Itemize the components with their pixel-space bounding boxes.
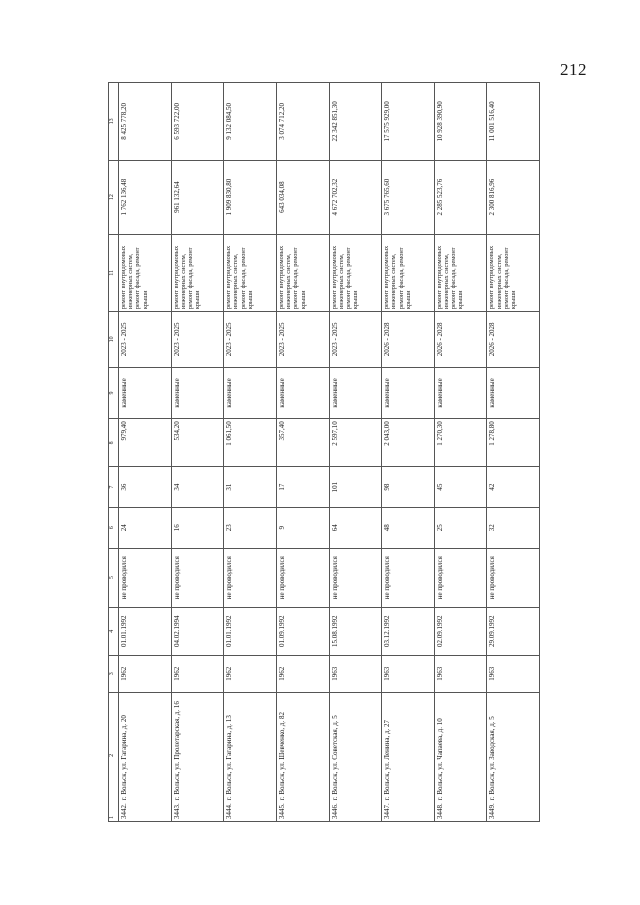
period-cell: 2023 - 2025 <box>224 312 277 367</box>
year-cell: 1962 <box>171 655 224 692</box>
works-cell: ремонт внутридомовых инженерных систем, ремонт фасада, ремонт крыши <box>382 234 435 312</box>
table-row <box>224 83 277 822</box>
repair-cell: не проводился <box>119 548 172 607</box>
table-row <box>434 83 487 822</box>
total-cell: 22 342 851,30 <box>329 83 382 161</box>
area-cell: 1 061,50 <box>224 419 277 467</box>
column-number: 12 <box>109 160 119 234</box>
repair-cell: не проводился <box>171 548 224 607</box>
cost-cell: 4 672 702,32 <box>329 160 382 234</box>
material-cell: каменные <box>224 367 277 419</box>
period-cell: 2023 - 2025 <box>329 312 382 367</box>
date-cell: 15.08.1992 <box>329 607 382 655</box>
column-number: 4 <box>109 607 119 655</box>
address-text: г. Вольск, ул. Гагарина, д. 13 <box>225 715 234 801</box>
works-cell: ремонт внутридомовых инженерных систем, ремонт фасада, ремонт крыши <box>171 234 224 312</box>
date-cell: 03.12.1992 <box>382 607 435 655</box>
address-cell <box>276 692 329 821</box>
table-row <box>119 83 172 822</box>
column-number: 6 <box>109 507 119 548</box>
address-cell <box>119 692 172 821</box>
period-cell: 2026 - 2028 <box>434 312 487 367</box>
address-text: г. Вольск, ул. Советская, д. 5 <box>330 715 339 801</box>
address-text: г. Вольск, ул. Ленина, д. 27 <box>383 719 392 801</box>
material-cell: каменные <box>119 367 172 419</box>
area-cell: 2 597,10 <box>329 419 382 467</box>
date-cell: 04.02.1994 <box>171 607 224 655</box>
year-cell: 1963 <box>329 655 382 692</box>
row-index: 3442. <box>120 803 128 819</box>
table-row <box>382 83 435 822</box>
column-number: 8 <box>109 419 119 467</box>
repair-cell: не проводился <box>276 548 329 607</box>
period-cell: 2023 - 2025 <box>276 312 329 367</box>
row-index: 3447. <box>383 803 392 819</box>
column-number: 3 <box>109 655 119 692</box>
table-row <box>276 83 329 822</box>
material-cell: каменные <box>382 367 435 419</box>
total-cell: 17 575 929,00 <box>382 83 435 161</box>
count-cell: 9 <box>276 507 329 548</box>
column-number: 11 <box>109 234 119 312</box>
address-cell <box>329 692 382 821</box>
count-cell: 42 <box>487 467 540 508</box>
total-cell: 3 074 712,20 <box>276 83 329 161</box>
date-cell: 01.01.1992 <box>224 607 277 655</box>
table-row <box>171 83 224 822</box>
period-cell: 2023 - 2025 <box>119 312 172 367</box>
total-cell: 10 928 390,90 <box>434 83 487 161</box>
total-cell: 8 425 778,20 <box>119 83 172 161</box>
address-text: г. Вольск, ул. Чапаева, д. 10 <box>435 718 444 801</box>
area-cell: 1 270,30 <box>434 419 487 467</box>
count-cell: 16 <box>171 507 224 548</box>
repair-cell: не проводился <box>224 548 277 607</box>
column-number: 7 <box>109 467 119 508</box>
column-number-2: 2 <box>109 753 115 757</box>
date-cell: 01.01.1992 <box>119 607 172 655</box>
count-cell: 48 <box>382 507 435 548</box>
works-cell: ремонт внутридомовых инженерных систем, ремонт фасада, ремонт крыши <box>119 234 172 312</box>
row-index: 3445. <box>277 803 286 819</box>
address-cell <box>171 692 224 821</box>
repair-cell: не проводился <box>487 548 540 607</box>
count-cell: 25 <box>434 507 487 548</box>
column-number <box>109 692 119 821</box>
column-number: 5 <box>109 548 119 607</box>
address-text: г. Вольск, ул. Пролетарская, д. 16 <box>172 701 181 801</box>
total-cell: 9 132 084,50 <box>224 83 277 161</box>
works-cell: ремонт внутридомовых инженерных систем, ремонт фасада, ремонт крыши <box>434 234 487 312</box>
cost-cell: 1 909 830,80 <box>224 160 277 234</box>
material-cell: каменные <box>276 367 329 419</box>
area-cell: 979,40 <box>119 419 172 467</box>
count-cell: 36 <box>119 467 172 508</box>
period-cell: 2026 - 2028 <box>487 312 540 367</box>
column-number: 9 <box>109 367 119 419</box>
repair-cell: не проводился <box>329 548 382 607</box>
address-text: г. Вольск, ул. Гагарина, д. 20 <box>120 715 128 801</box>
year-cell: 1963 <box>382 655 435 692</box>
count-cell: 45 <box>434 467 487 508</box>
cost-cell: 2 285 523,76 <box>434 160 487 234</box>
area-cell: 357,40 <box>276 419 329 467</box>
cost-cell: 2 300 816,96 <box>487 160 540 234</box>
column-number: 10 <box>109 312 119 367</box>
row-index: 3449. <box>488 803 497 819</box>
table-row <box>487 83 540 822</box>
area-cell: 2 043,00 <box>382 419 435 467</box>
year-cell: 1962 <box>119 655 172 692</box>
address-cell <box>224 692 277 821</box>
year-cell: 1963 <box>434 655 487 692</box>
area-cell: 534,20 <box>171 419 224 467</box>
date-cell: 02.09.1992 <box>434 607 487 655</box>
works-cell: ремонт внутридомовых инженерных систем, ремонт фасада, ремонт крыши <box>487 234 540 312</box>
year-cell: 1962 <box>276 655 329 692</box>
count-cell: 64 <box>329 507 382 548</box>
area-cell: 1 278,80 <box>487 419 540 467</box>
repair-cell: не проводился <box>382 548 435 607</box>
works-cell: ремонт внутридомовых инженерных систем, ремонт фасада, ремонт крыши <box>276 234 329 312</box>
count-cell: 34 <box>171 467 224 508</box>
repair-cell: не проводился <box>434 548 487 607</box>
cost-cell: 1 762 136,48 <box>119 160 172 234</box>
count-cell: 32 <box>487 507 540 548</box>
count-cell: 31 <box>224 467 277 508</box>
housing-repair-table <box>108 82 540 822</box>
column-number-row <box>109 83 119 822</box>
total-cell: 11 001 516,40 <box>487 83 540 161</box>
count-cell: 17 <box>276 467 329 508</box>
count-cell: 24 <box>119 507 172 548</box>
cost-cell: 3 675 765,60 <box>382 160 435 234</box>
column-number-1: 1 <box>109 816 115 819</box>
cost-cell: 643 034,08 <box>276 160 329 234</box>
works-cell: ремонт внутридомовых инженерных систем, ремонт фасада, ремонт крыши <box>329 234 382 312</box>
material-cell: каменные <box>329 367 382 419</box>
address-cell <box>434 692 487 821</box>
rotated-table-container <box>108 82 540 822</box>
table-row <box>329 83 382 822</box>
date-cell: 01.09.1992 <box>276 607 329 655</box>
row-index: 3446. <box>330 803 339 819</box>
period-cell: 2026 - 2028 <box>382 312 435 367</box>
row-index: 3448. <box>435 803 444 819</box>
address-text: г. Вольск, ул. Шевченко, д. 82 <box>277 712 286 801</box>
count-cell: 23 <box>224 507 277 548</box>
material-cell: каменные <box>171 367 224 419</box>
material-cell: каменные <box>434 367 487 419</box>
material-cell: каменные <box>487 367 540 419</box>
address-cell <box>487 692 540 821</box>
address-cell <box>382 692 435 821</box>
year-cell: 1963 <box>487 655 540 692</box>
year-cell: 1962 <box>224 655 277 692</box>
count-cell: 101 <box>329 467 382 508</box>
address-text: г. Вольск, ул. Заводская, д. 5 <box>488 716 497 801</box>
row-index: 3444. <box>225 803 234 819</box>
row-index: 3443. <box>172 803 181 819</box>
works-cell: ремонт внутридомовых инженерных систем, ремонт фасада, ремонт крыши <box>224 234 277 312</box>
total-cell: 6 593 722,00 <box>171 83 224 161</box>
page-number: 212 <box>560 60 587 79</box>
period-cell: 2023 - 2025 <box>171 312 224 367</box>
count-cell: 98 <box>382 467 435 508</box>
cost-cell: 961 132,64 <box>171 160 224 234</box>
date-cell: 29.09.1992 <box>487 607 540 655</box>
column-number: 13 <box>109 83 119 161</box>
